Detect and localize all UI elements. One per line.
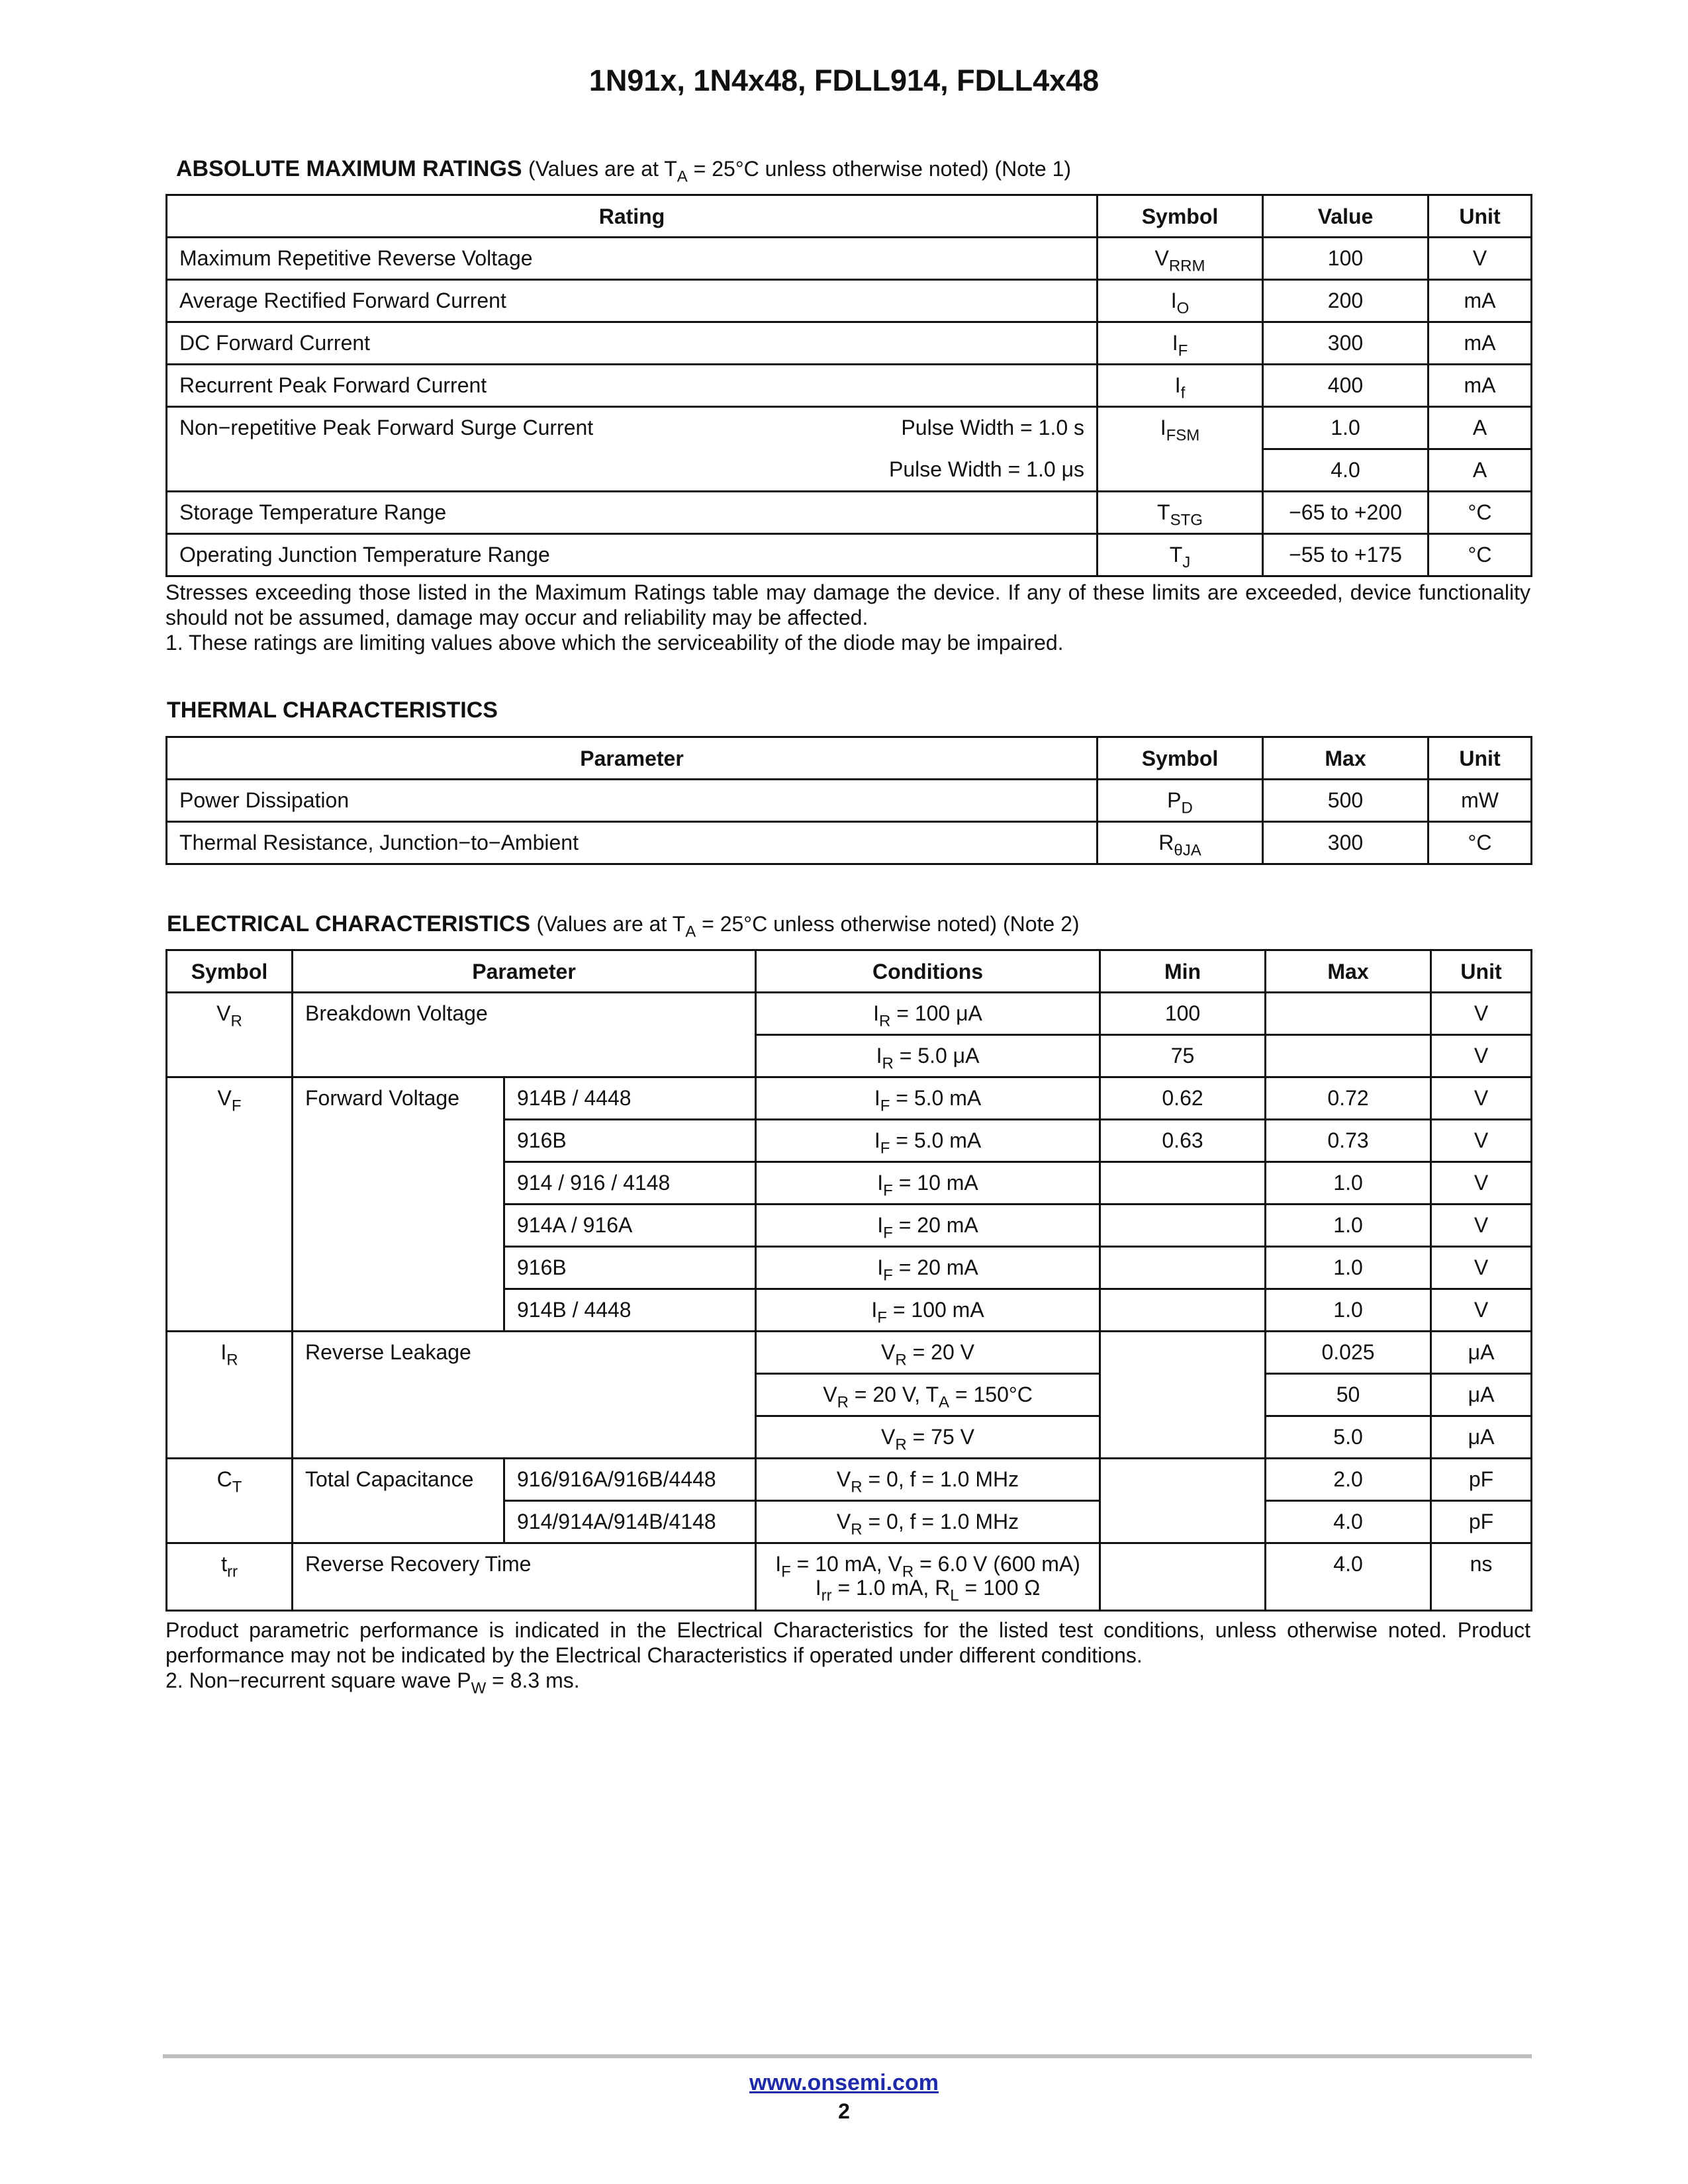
table-row: [167, 1459, 1532, 1501]
table-cell: μA: [1431, 1374, 1532, 1416]
electrical-table: [165, 949, 1532, 1612]
table-cell: 5.0: [1266, 1416, 1431, 1459]
table-cell: Reverse Leakage: [293, 1332, 756, 1459]
table-cell: V: [1431, 1077, 1532, 1120]
table-cell: Pulse Width = 1.0 μs: [167, 449, 1098, 492]
table-cell: [1100, 1162, 1266, 1205]
performance-note: Product parametric performance is indicated in the Electrical Characteristics for the listed test conditions, unless otherwise noted. Product performance may not be indicated by the Electrical Characteristics if operated under different conditions.: [165, 1618, 1530, 1667]
table-header-row: [167, 950, 1532, 993]
table-cell: A: [1429, 407, 1532, 449]
table-row: [167, 449, 1532, 492]
abs-max-table: [165, 194, 1532, 577]
table-cell: 500: [1263, 780, 1429, 822]
abs-max-heading: ABSOLUTE MAXIMUM RATINGS (Values are at $T_A = 25^\circ C$ unless otherwise noted) (Note 1): [176, 156, 1072, 186]
table-cell: pF: [1431, 1459, 1532, 1501]
table-cell: mA: [1429, 322, 1532, 365]
table-cell: μA: [1431, 1332, 1532, 1374]
table-cell: mA: [1429, 280, 1532, 322]
table-cell: 1.0: [1266, 1247, 1431, 1289]
column-header: Rating: [167, 195, 1098, 238]
table-row: [167, 1077, 1532, 1120]
table-cell: [1100, 1332, 1266, 1459]
table-cell: 200: [1263, 280, 1429, 322]
table-row: [167, 238, 1532, 280]
table-cell: 1.0: [1266, 1205, 1431, 1247]
table-cell: [1266, 1035, 1431, 1077]
table-cell: $I_F = 5.0$ mA: [756, 1120, 1100, 1162]
table-cell: 914B / 4448: [504, 1077, 756, 1120]
column-header: Max: [1263, 737, 1429, 780]
table-cell: $R_{\theta JA}$: [1098, 822, 1263, 864]
table-cell: V: [1431, 1120, 1532, 1162]
footer-divider: [163, 2054, 1532, 2058]
table-cell: 4.0: [1266, 1501, 1431, 1543]
table-row: [167, 822, 1532, 864]
table-row: [167, 1332, 1532, 1374]
table-cell: °C: [1429, 822, 1532, 864]
table-cell: Forward Voltage: [293, 1077, 504, 1332]
table-cell: °C: [1429, 492, 1532, 534]
table-row: [167, 780, 1532, 822]
table-cell: $I_F = 5.0$ mA: [756, 1077, 1100, 1120]
table-cell: 1.0: [1266, 1162, 1431, 1205]
column-header: Parameter: [167, 737, 1098, 780]
table-cell: V: [1431, 993, 1532, 1035]
table-cell: −65 to +200: [1263, 492, 1429, 534]
table-cell: 916/916A/916B/4448: [504, 1459, 756, 1501]
note-2: 2. Non−recurrent square wave $P_W = 8.3$ ms.: [165, 1668, 580, 1698]
thermal-table: [165, 736, 1532, 865]
table-cell: [1100, 1459, 1266, 1543]
table-cell: 914B / 4448: [504, 1289, 756, 1332]
table-cell: V: [1431, 1247, 1532, 1289]
table-cell: Reverse Recovery Time: [293, 1543, 756, 1611]
table-row: [167, 534, 1532, 576]
table-cell: 0.62: [1100, 1077, 1266, 1120]
table-cell: V: [1429, 238, 1532, 280]
table-cell: [1100, 1289, 1266, 1332]
table-cell: Thermal Resistance, Junction−to−Ambient: [167, 822, 1098, 864]
table-cell: $V_R = 0$, f = 1.0 MHz: [756, 1459, 1100, 1501]
table-cell: V: [1431, 1035, 1532, 1077]
table-cell: $C_T$: [167, 1459, 293, 1543]
table-cell: $V_R$: [167, 993, 293, 1077]
table-cell: $T_J$: [1098, 534, 1263, 576]
table-cell: 916B: [504, 1120, 756, 1162]
column-header: Unit: [1431, 950, 1532, 993]
table-cell: [1100, 1247, 1266, 1289]
column-header: Unit: [1429, 737, 1532, 780]
table-cell: 4.0: [1263, 449, 1429, 492]
table-row: [167, 407, 1532, 449]
table-cell: $V_R = 20$ V: [756, 1332, 1100, 1374]
table-cell: 0.72: [1266, 1077, 1431, 1120]
table-cell: V: [1431, 1162, 1532, 1205]
electrical-heading: ELECTRICAL CHARACTERISTICS (Values are at $T_A = 25^\circ C$ unless otherwise noted) (Note 2): [167, 911, 1080, 941]
table-cell: 1.0: [1266, 1289, 1431, 1332]
table-cell: Operating Junction Temperature Range: [167, 534, 1098, 576]
table-cell: V: [1431, 1205, 1532, 1247]
stress-note: Stresses exceeding those listed in the Maximum Ratings table may damage the device. If any of these limits are exceeded, device functionality should not be assumed, damage may occur and reliability may be affected.: [165, 580, 1530, 629]
table-cell: 0.73: [1266, 1120, 1431, 1162]
table-cell: $I_R$: [167, 1332, 293, 1459]
table-row: [167, 365, 1532, 407]
table-cell: Recurrent Peak Forward Current: [167, 365, 1098, 407]
table-row: [167, 993, 1532, 1035]
table-cell: 916B: [504, 1247, 756, 1289]
column-header: Symbol: [167, 950, 293, 993]
table-cell: 75: [1100, 1035, 1266, 1077]
table-row: [167, 1543, 1532, 1611]
table-cell: 0.025: [1266, 1332, 1431, 1374]
table-cell: 300: [1263, 822, 1429, 864]
table-cell: A: [1429, 449, 1532, 492]
table-cell: $V_F$: [167, 1077, 293, 1332]
table-cell: 914A / 916A: [504, 1205, 756, 1247]
table-cell: mW: [1429, 780, 1532, 822]
table-cell: $I_F = 10$ mA, $V_R = 6.0$ V (600 mA) $I_{rr} = 1.0$ mA, $R_L = 100$ Ω: [756, 1543, 1100, 1611]
table-cell: $I_F = 100$ mA: [756, 1289, 1100, 1332]
table-cell: [1266, 993, 1431, 1035]
table-cell: 2.0: [1266, 1459, 1431, 1501]
table-cell: $T_{STG}$: [1098, 492, 1263, 534]
table-cell: $P_D$: [1098, 780, 1263, 822]
column-header: Max: [1266, 950, 1431, 993]
table-cell: V: [1431, 1289, 1532, 1332]
note-1: 1. These ratings are limiting values above which the serviceability of the diode may be impaired.: [165, 631, 1064, 655]
table-cell: $V_R = 20$ V, $T_A = 150^\circ C$: [756, 1374, 1100, 1416]
column-header: Conditions: [756, 950, 1100, 993]
thermal-heading: THERMAL CHARACTERISTICS: [167, 698, 498, 723]
table-cell: mA: [1429, 365, 1532, 407]
table-cell: $I_R = 100$ μA: [756, 993, 1100, 1035]
table-cell: $I_O$: [1098, 280, 1263, 322]
table-cell: Breakdown Voltage: [293, 993, 756, 1077]
column-header: Parameter: [293, 950, 756, 993]
column-header: Value: [1263, 195, 1429, 238]
table-cell: 914 / 916 / 4148: [504, 1162, 756, 1205]
table-cell: °C: [1429, 534, 1532, 576]
table-header-row: [167, 737, 1532, 780]
column-header: Unit: [1429, 195, 1532, 238]
table-cell: $V_{RRM}$: [1098, 238, 1263, 280]
table-cell: 400: [1263, 365, 1429, 407]
table-cell: Power Dissipation: [167, 780, 1098, 822]
table-cell: 914/914A/914B/4148: [504, 1501, 756, 1543]
table-header-row: [167, 195, 1532, 238]
column-header: Min: [1100, 950, 1266, 993]
table-cell: Average Rectified Forward Current: [167, 280, 1098, 322]
table-cell: ns: [1431, 1543, 1532, 1611]
table-cell: $I_F = 20$ mA: [756, 1205, 1100, 1247]
table-cell: 1.0: [1263, 407, 1429, 449]
table-cell: Storage Temperature Range: [167, 492, 1098, 534]
table-cell: Maximum Repetitive Reverse Voltage: [167, 238, 1098, 280]
table-cell: $I_f$: [1098, 365, 1263, 407]
table-cell: [1100, 1205, 1266, 1247]
table-cell: 50: [1266, 1374, 1431, 1416]
table-cell: $I_F = 10$ mA: [756, 1162, 1100, 1205]
table-cell: −55 to +175: [1263, 534, 1429, 576]
table-cell: $V_R = 0$, f = 1.0 MHz: [756, 1501, 1100, 1543]
column-header: Symbol: [1098, 195, 1263, 238]
table-row: [167, 322, 1532, 365]
table-cell: Non−repetitive Peak Forward Surge Current Pulse Width = 1.0 s: [167, 407, 1098, 449]
footer-website-link[interactable]: www.onsemi.com: [749, 2070, 939, 2095]
page-number: 2: [838, 2099, 850, 2123]
table-cell: μA: [1431, 1416, 1532, 1459]
table-row: [167, 492, 1532, 534]
table-cell: 100: [1263, 238, 1429, 280]
table-cell: pF: [1431, 1501, 1532, 1543]
column-header: Symbol: [1098, 737, 1263, 780]
table-cell: $I_F = 20$ mA: [756, 1247, 1100, 1289]
table-cell: 4.0: [1266, 1543, 1431, 1611]
table-cell: $V_R = 75$ V: [756, 1416, 1100, 1459]
page-title: 1N91x, 1N4x48, FDLL914, FDLL4x48: [588, 64, 1100, 97]
table-cell: DC Forward Current: [167, 322, 1098, 365]
table-cell: [1100, 1543, 1266, 1611]
table-cell: $I_R = 5.0$ μA: [756, 1035, 1100, 1077]
table-cell: $I_{FSM}$: [1098, 407, 1263, 492]
table-cell: 0.63: [1100, 1120, 1266, 1162]
table-cell: $I_F$: [1098, 322, 1263, 365]
table-row: [167, 280, 1532, 322]
table-cell: Total Capacitance: [293, 1459, 504, 1543]
table-cell: $t_{rr}$: [167, 1543, 293, 1611]
table-cell: 100: [1100, 993, 1266, 1035]
table-cell: 300: [1263, 322, 1429, 365]
